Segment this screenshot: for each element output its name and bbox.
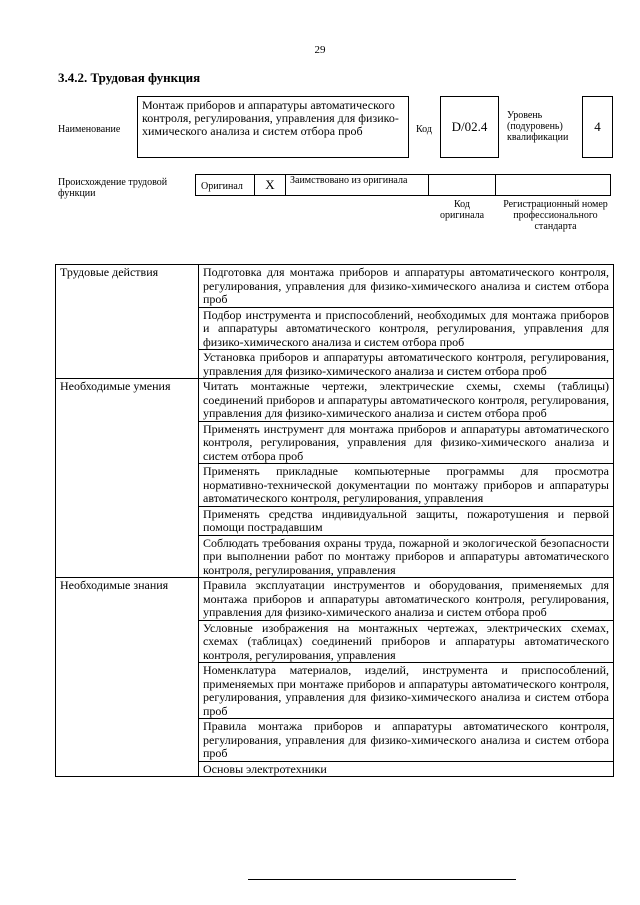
code-label: Код <box>416 124 432 135</box>
name-value: Монтаж приборов и аппаратуры автоматического контроля, регулирования, управления для физико-химического анализа и систем отбора проб <box>137 96 409 158</box>
code-original-cell <box>429 174 496 196</box>
reg-number-label: Регистрационный номер профессионального стандарта <box>503 199 608 232</box>
borrowed-label: Заимствовано из оригинала <box>290 175 408 186</box>
table-cell: Соблюдать требования охраны труда, пожарной и экологической безопасности при выполнении работ по монтажу приборов и аппаратуры автоматического контроля, регулирования, управления <box>199 535 614 578</box>
table-cell: Применять прикладные компьютерные программы для просмотра нормативно-технической документации по монтажу приборов и аппаратуры автоматического контроля, регулирования, управления <box>199 464 614 507</box>
table-cell: Основы электротехники <box>199 761 614 777</box>
table-cell: Применять инструмент для монтажа приборов и аппаратуры автоматического контроля, регулирования, управления для физико-химического анализа и систем отбора проб <box>199 421 614 464</box>
origin-row <box>195 174 611 196</box>
level-value: 4 <box>582 96 613 158</box>
original-mark-cell <box>255 174 286 196</box>
table-row <box>56 578 614 621</box>
level-label: Уровень (подуровень) квалификации <box>507 110 569 143</box>
table-cell: Подготовка для монтажа приборов и аппаратуры автоматического контроля, регулирования, управления для физико-химического анализа и систем отбора проб <box>199 265 614 308</box>
table-cell: Подбор инструмента и приспособлений, необходимых для монтажа приборов и аппаратуры автоматического контроля, регулирования, управления для физико-химического анализа и систем отбора проб <box>199 307 614 350</box>
category-required-skills: Необходимые умения <box>56 379 199 578</box>
reg-number-cell <box>496 174 611 196</box>
bottom-divider <box>248 879 516 880</box>
section-title: 3.4.2. Трудовая функция <box>58 70 201 85</box>
table-cell: Номенклатура материалов, изделий, инструмента и приспособлений, применяемых при монтаже приборов и аппаратуры автоматического контроля, регулирования, управления для физико-химического анализа и систем отбора проб <box>199 663 614 719</box>
category-labor-actions: Трудовые действия <box>56 265 199 379</box>
code-value: D/02.4 <box>440 96 499 158</box>
original-label: Оригинал <box>201 181 243 192</box>
table-cell: Читать монтажные чертежи, электрические схемы, схемы (таблицы) соединений приборов и аппаратуры автоматического контроля, регулирования, управления для физико-химического анализа и систем отбора проб <box>199 379 614 422</box>
table-row <box>56 265 614 308</box>
page-number: 29 <box>314 44 326 56</box>
table-cell: Правила эксплуатации инструментов и оборудования, применяемых для монтажа приборов и аппаратуры автоматического контроля, регулирования, управления для физико-химического анализа и систем отбора проб <box>199 578 614 621</box>
original-mark: X <box>265 177 275 192</box>
labor-function-table <box>55 264 614 777</box>
table-cell: Установка приборов и аппаратуры автоматического контроля, регулирования, управления для физико-химического анализа и систем отбора проб <box>199 350 614 379</box>
table-cell: Применять средства индивидуальной защиты, пожаротушения и первой помощи пострадавшим <box>199 506 614 535</box>
table-row <box>56 379 614 422</box>
name-label: Наименование <box>58 124 121 135</box>
category-required-knowledge: Необходимые знания <box>56 578 199 777</box>
code-original-label: Код оригинала <box>439 199 485 221</box>
original-label-cell <box>195 174 255 196</box>
table-cell: Условные изображения на монтажных чертежах, электрических схемах, схемах (таблицах) соединений приборов и аппаратуры автоматического контроля, регулирования, управления <box>199 620 614 663</box>
origin-label: Происхождение трудовой функции <box>58 177 168 199</box>
table-cell: Правила монтажа приборов и аппаратуры автоматического контроля, регулирования, управления для физико-химического анализа и систем отбора проб <box>199 719 614 762</box>
borrowed-label-cell <box>286 174 429 196</box>
